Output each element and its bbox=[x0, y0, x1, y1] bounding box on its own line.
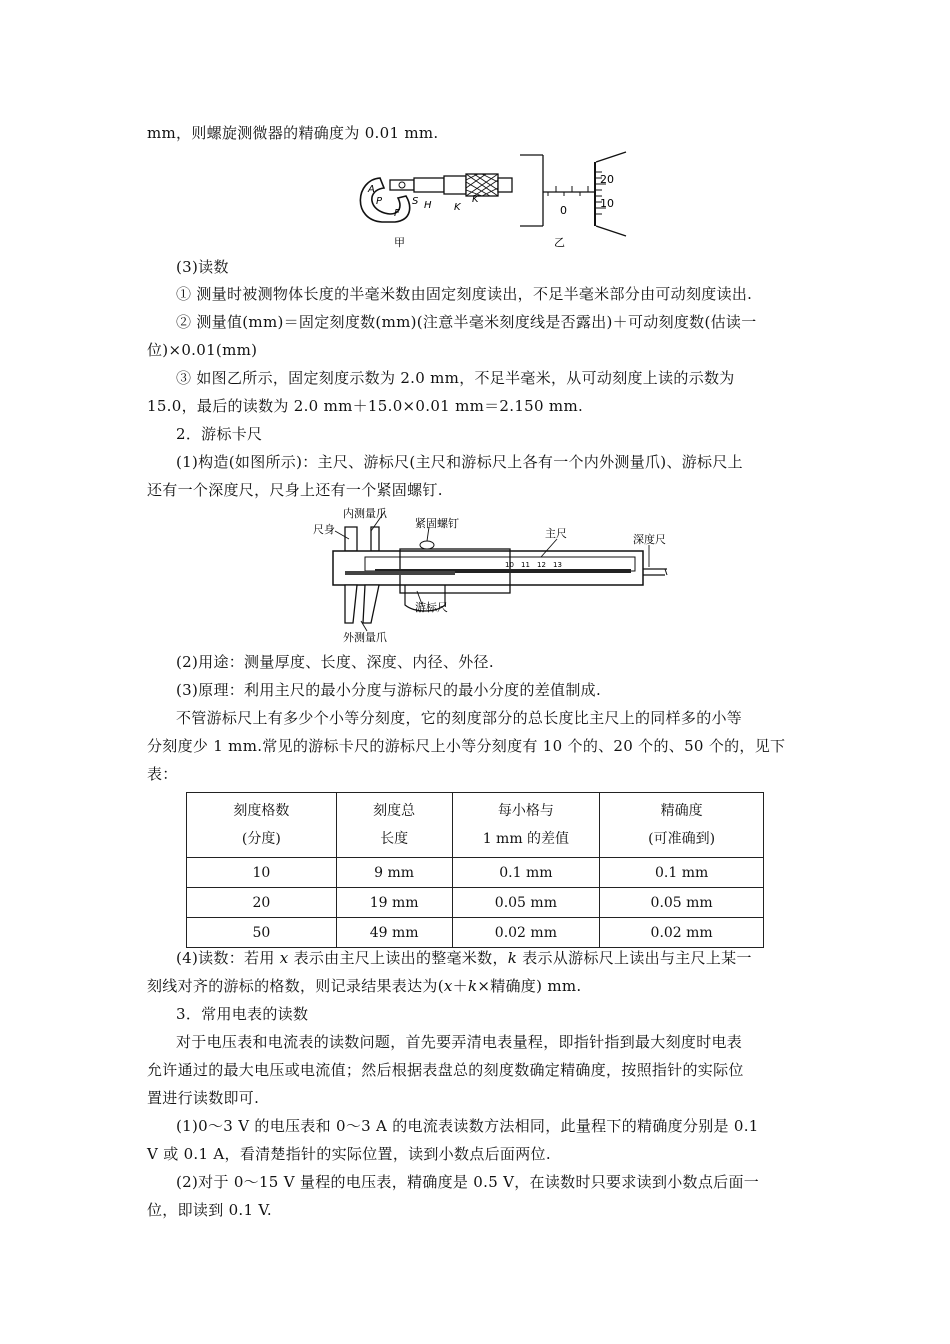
table-header-cell: 每小格与 1 mm 的差值 bbox=[452, 793, 600, 858]
paragraph-read-4b: 刻线对齐的游标的格数，则记录结果表达为(x＋k×精确度) mm. bbox=[147, 977, 582, 995]
paragraph-meter-2a: (1)0～3 V 的电压表和 0～3 A 的电流表读数方法相同，此量程下的精确度分别是 0.1 bbox=[176, 1117, 759, 1135]
table-row bbox=[187, 888, 764, 918]
paragraph-caliper-1b: 还有一个深度尺，尺身上还有一个紧固螺钉. bbox=[147, 481, 443, 499]
caliper-label-screw: 紧固螺钉 bbox=[415, 517, 459, 530]
scale-mark-20: 20 bbox=[600, 173, 614, 186]
table-row bbox=[187, 918, 764, 948]
table-cell: 20 bbox=[187, 888, 337, 918]
table-cell: 10 bbox=[187, 858, 337, 888]
caliper-label-depth: 深度尺 bbox=[633, 533, 666, 546]
table-cell: 0.1 mm bbox=[600, 858, 764, 888]
caliper-label-vernier: 游标尺 bbox=[415, 601, 448, 614]
paragraph-intro: mm，则螺旋测微器的精确度为 0.01 mm. bbox=[147, 124, 439, 142]
paragraph-meter-3a: (2)对于 0～15 V 量程的电压表，精确度是 0.5 V，在读数时只要求读到小数点后面一 bbox=[176, 1173, 760, 1191]
table-cell: 0.05 mm bbox=[600, 888, 764, 918]
table-cell: 19 mm bbox=[336, 888, 452, 918]
paragraph-read-4a: (4)读数：若用 x 表示由主尺上读出的整毫米数，k 表示从游标尺上读出与主尺上某一 bbox=[176, 949, 752, 967]
heading-caliper: 2．游标卡尺 bbox=[176, 425, 263, 443]
caliper-scale-11: 11 bbox=[521, 561, 530, 569]
paragraph-caliper-4c: 表： bbox=[147, 765, 178, 783]
micrometer-drawing bbox=[350, 150, 640, 250]
figure-label-yi: 乙 bbox=[554, 236, 565, 249]
micrometer-letter-s: S bbox=[412, 196, 419, 207]
caliper-label-body: 尺身 bbox=[313, 523, 335, 536]
paragraph-caliper-1a: (1)构造(如图所示)：主尺、游标尺(主尺和游标尺上各有一个内外测量爪)、游标尺上 bbox=[176, 453, 743, 471]
paragraph-caliper-principle: (3)原理：利用主尺的最小分度与游标尺的最小分度的差值制成. bbox=[176, 681, 602, 699]
table-cell: 0.02 mm bbox=[600, 918, 764, 948]
paragraph-meter-3b: 位，即读到 0.1 V. bbox=[147, 1201, 272, 1219]
micrometer-letter-f: F bbox=[394, 208, 400, 219]
heading-reading: (3)读数 bbox=[176, 258, 229, 276]
scale-mark-0: 0 bbox=[560, 204, 567, 217]
micrometer-letter-k: K bbox=[454, 202, 461, 213]
micrometer-figure bbox=[350, 150, 640, 250]
paragraph-meter-1c: 置进行读数即可. bbox=[147, 1089, 260, 1107]
paragraph-reading-2b: 位)×0.01(mm) bbox=[147, 341, 258, 359]
caliper-label-main-scale: 主尺 bbox=[545, 527, 567, 540]
paragraph-reading-1: ① 测量时被测物体长度的半毫米数由固定刻度读出，不足半毫米部分由可动刻度读出. bbox=[176, 285, 753, 303]
paragraph-caliper-use: (2)用途：测量厚度、长度、深度、内径、外径. bbox=[176, 653, 494, 671]
table-header-cell: 刻度格数 (分度) bbox=[187, 793, 337, 858]
scale-mark-10: 10 bbox=[600, 197, 614, 210]
micrometer-letter-k-prime: K′ bbox=[472, 194, 481, 205]
figure-label-jia: 甲 bbox=[394, 236, 405, 249]
paragraph-caliper-4b: 分刻度少 1 mm.常见的游标卡尺的游标尺上小等分刻度有 10 个的、20 个的、50 个的，见下 bbox=[147, 737, 786, 755]
caliper-scale-10: 10 bbox=[505, 561, 514, 569]
caliper-figure bbox=[305, 505, 675, 645]
table-header-cell: 刻度总 长度 bbox=[336, 793, 452, 858]
caliper-label-outer-jaw: 外测量爪 bbox=[343, 631, 387, 644]
table-cell: 50 bbox=[187, 918, 337, 948]
caliper-label-inner-jaw: 内测量爪 bbox=[343, 507, 387, 520]
table-header-row bbox=[187, 793, 764, 858]
paragraph-meter-1b: 允许通过的最大电压或电流值；然后根据表盘总的刻度数确定精确度，按照指针的实际位 bbox=[147, 1061, 744, 1079]
caliper-scale-13: 13 bbox=[553, 561, 562, 569]
table-cell: 9 mm bbox=[336, 858, 452, 888]
paragraph-caliper-4a: 不管游标尺上有多少个小等分刻度，它的刻度部分的总长度比主尺上的同样多的小等 bbox=[176, 709, 743, 727]
caliper-scale-12: 12 bbox=[537, 561, 546, 569]
table-cell: 49 mm bbox=[336, 918, 452, 948]
micrometer-letter-h: H bbox=[424, 200, 432, 211]
micrometer-letter-p: P bbox=[376, 196, 383, 207]
micrometer-letter-a: A bbox=[368, 184, 375, 195]
heading-meter: 3．常用电表的读数 bbox=[176, 1005, 309, 1023]
paragraph-meter-1a: 对于电压表和电流表的读数问题，首先要弄清电表量程，即指针指到最大刻度时电表 bbox=[176, 1033, 743, 1051]
paragraph-reading-2a: ② 测量值(mm)＝固定刻度数(mm)(注意半毫米刻度线是否露出)＋可动刻度数(估读一 bbox=[176, 313, 757, 331]
caliper-drawing bbox=[305, 505, 675, 645]
table-cell: 0.05 mm bbox=[452, 888, 600, 918]
vernier-table bbox=[186, 792, 764, 948]
table-cell: 0.02 mm bbox=[452, 918, 600, 948]
paragraph-reading-3b: 15.0，最后的读数为 2.0 mm＋15.0×0.01 mm＝2.150 mm. bbox=[147, 397, 584, 415]
table-row bbox=[187, 858, 764, 888]
paragraph-reading-3a: ③ 如图乙所示，固定刻度示数为 2.0 mm，不足半毫米，从可动刻度上读的示数为 bbox=[176, 369, 735, 387]
table-header-cell: 精确度 (可准确到) bbox=[600, 793, 764, 858]
table-cell: 0.1 mm bbox=[452, 858, 600, 888]
paragraph-meter-2b: V 或 0.1 A，看清楚指针的实际位置，读到小数点后面两位. bbox=[147, 1145, 551, 1163]
